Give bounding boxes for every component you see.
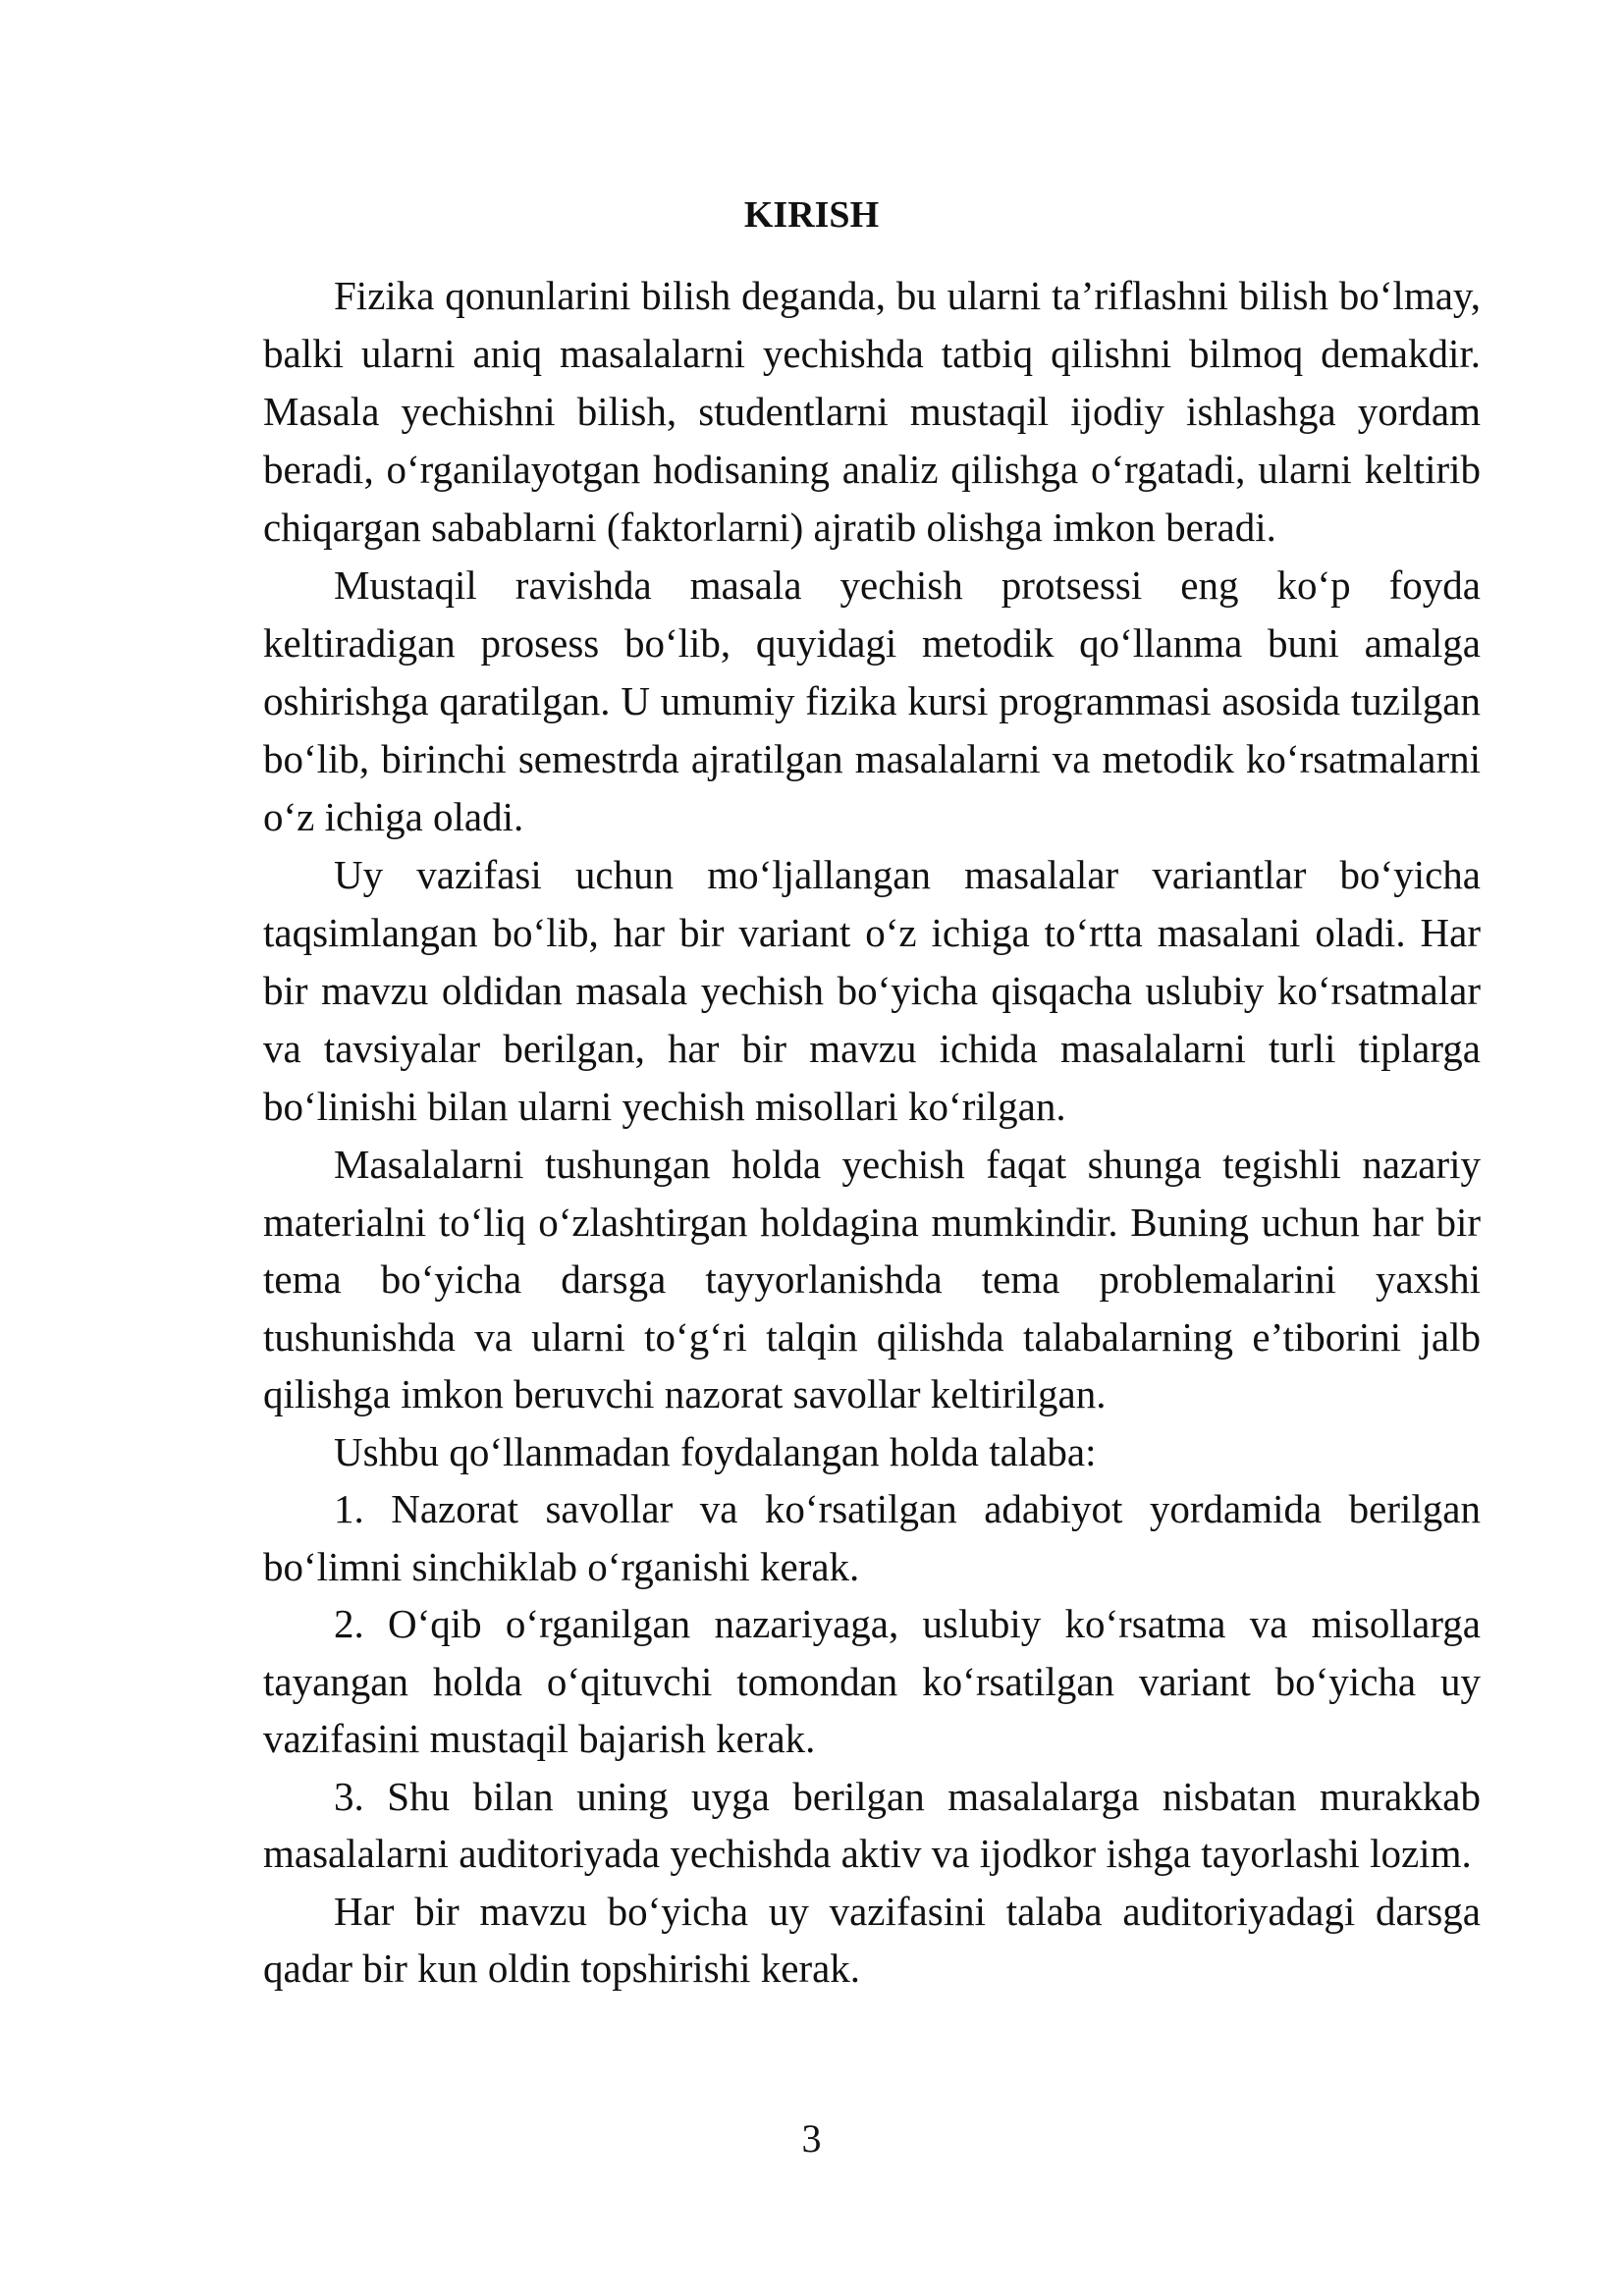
paragraph-independent-solving: Mustaqil ravishda masala yechish protsessi eng ko‘p foyda keltiradigan prosess boʻlib, quyidagi metodik qoʻllanma buni amalga oshirishga qaratilgan. U umumiy fizika kursi programmasi asosida tuzilgan boʻlib, birinchi semestrda ajratilgan masalalarni va metodik koʻrsatmalarni oʻz ichiga oladi. <box>263 562 1481 839</box>
list-item-2: 2. O‘qib o‘rganilgan nazariyaga, uslubiy ko‘rsatma va misollarga tayangan holda o‘qituvchi tomondan ko‘rsatilgan variant bo‘yicha uy vazifasini mustaqil bajarish kerak. <box>263 1601 1481 1761</box>
list-item-3: 3. Shu bilan uning uyga berilgan masalalarga nisbatan murakkab masalalarni auditoriyada yechishda aktiv va ijodkor ishga tayorlashi lozim. <box>263 1773 1481 1876</box>
page-heading: KIRISH <box>743 194 880 236</box>
paragraph-theory-requirement: Masalalarni tushungan holda yechish faqat shunga tegishli nazariy materialni to‘liq o‘zlashtirgan holdagina mumkindir. Buning uchun har bir tema bo‘yicha darsga tayyorlanishda tema problemalarini yaxshi tushunishda va ularni to‘g‘ri talqin qilishda talabalarning e’tiborini jalb qilishga imkon beruvchi nazorat savollar keltirilgan. <box>263 1142 1481 1416</box>
document-body <box>263 267 1481 1998</box>
paragraph-student-instructions-intro: Ushbu qo‘llanmadan foydalangan holda talaba: <box>334 1428 1097 1474</box>
paragraph-intro: Fizika qonunlarini bilish deganda, bu ularni ta’riflashni bilish boʻlmay, balki ularni aniq masalalarni yechishda tatbiq qilishni bilmoq demakdir. Masala yechishni bilish, studentlarni mustaqil ijodiy ishlashga yordam beradi, oʻrganilayotgan hodisaning analiz qilishga oʻrgatadi, ularni keltirib chiqargan sabablarni (faktorlarni) ajratib olishga imkon beradi. <box>263 273 1481 550</box>
paragraph-homework-variants: Uy vazifasi uchun moʻljallangan masalalar variantlar boʻyicha taqsimlangan boʻlib, har bir variant oʻz ichiga toʻrtta masalani oladi. Har bir mavzu oldidan masala yechish boʻyicha qisqacha uslubiy koʻrsatmalar va tavsiyalar berilgan, har bir mavzu ichida masalalarni turli tiplarga boʻlinishi bilan ularni yechish misollari koʻrilgan. <box>263 852 1481 1129</box>
list-item-1: 1. Nazorat savollar va ko‘rsatilgan adabiyot yordamida berilgan bo‘limni sinchiklab o‘rganishi kerak. <box>263 1486 1481 1589</box>
page-number: 3 <box>801 2116 822 2161</box>
paragraph-submission-deadline: Har bir mavzu bo‘yicha uy vazifasini talaba auditoriyadagi darsga qadar bir kun oldin topshirishi kerak. <box>263 1888 1481 1991</box>
